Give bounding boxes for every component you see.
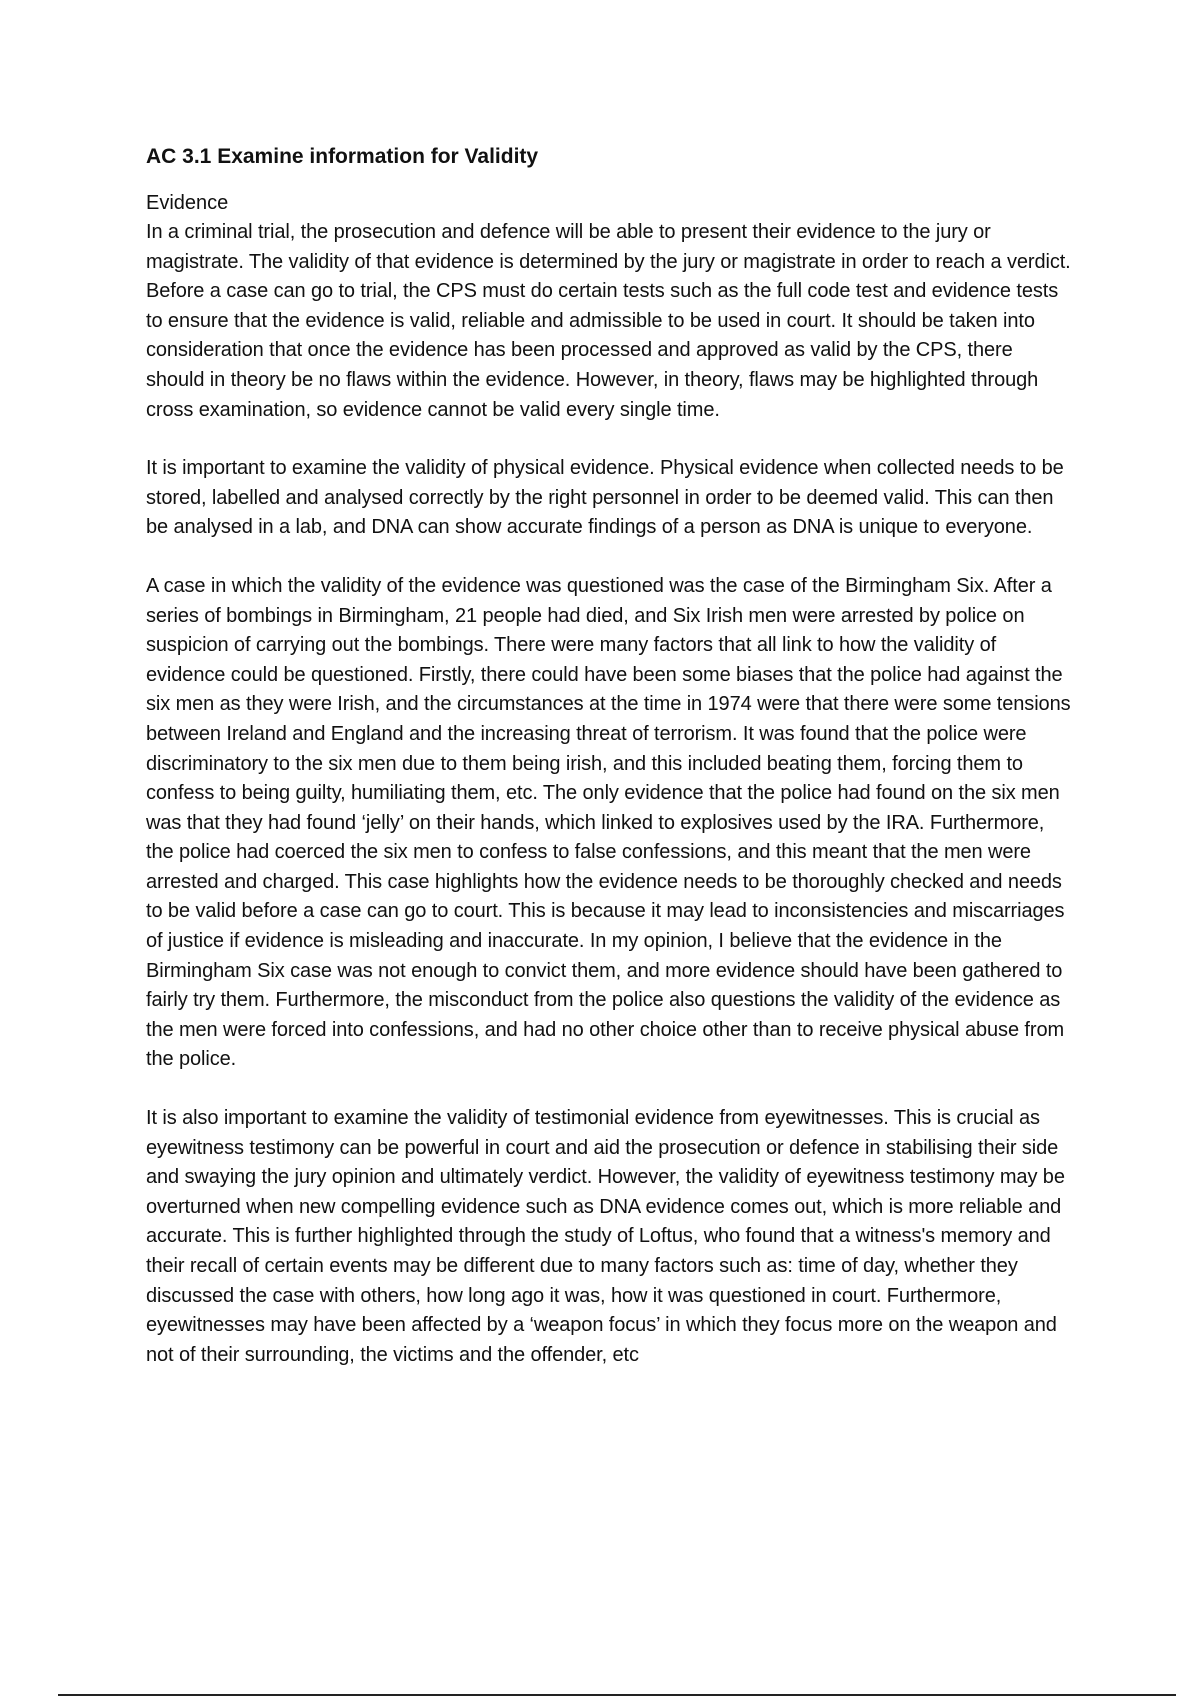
page-title: AC 3.1 Examine information for Validity: [146, 145, 539, 168]
paragraph-intro: In a criminal trial, the prosecution and defence will be able to present their evidence to the jury or magistrate. The validity of that evidence is determined by the jury or magistrate in order to reach a verdict. Before a case can go to trial, the CPS must do certain tests such as the full code test and evidence tests to ensure that the evidence is valid, reliable and admissible to be used in court. It should be taken into consideration that once the evidence has been processed and approved as valid by the CPS, there should in theory be no flaws within the evidence. However, in theory, flaws may be highlighted through cross examination, so evidence cannot be valid every single time.: [146, 221, 1071, 421]
section-label: Evidence: [146, 192, 229, 214]
paragraph-eyewitness: It is also important to examine the validity of testimonial evidence from eyewitnesses. This is crucial as eyewitness testimony can be powerful in court and aid the prosecution or defence in stabilising their side and swaying the jury opinion and ultimately verdict. However, the validity of eyewitness testimony may be overturned when new compelling evidence such as DNA evidence comes out, which is more reliable and accurate. This is further highlighted through the study of Loftus, who found that a witness's memory and their recall of certain events may be different due to many factors such as: time of day, whether they discussed the case with others, how long ago it was, how it was questioned in court. Furthermore, eyewitnesses may have been affected by a ‘weapon focus’ in which they focus more on the weapon and not of their surrounding, the victims and the offender, etc: [146, 1107, 1065, 1366]
footer-divider: [58, 1694, 1176, 1696]
paragraph-birmingham-six: A case in which the validity of the evidence was questioned was the case of the Birmingham Six. After a series of bombings in Birmingham, 21 people had died, and Six Irish men were arrested by police on suspicion of carrying out the bombings. There were many factors that all link to how the validity of evidence could be questioned. Firstly, there could have been some biases that the police had against the six men as they were Irish, and the circumstances at the time in 1974 were that there were some tensions between Ireland and England and the increasing threat of terrorism. It was found that the police were discriminatory to the six men due to them being irish, and this included beating them, forcing them to confess to being guilty, humiliating them, etc. The only evidence that the police had found on the six men was that they had found ‘jelly’ on their hands, which linked to explosives used by the IRA. Furthermore, the police had coerced the six men to confess to false confessions, and this meant that the men were arrested and charged. This case highlights how the evidence needs to be thoroughly checked and needs to be valid before a case can go to court. This is because it may lead to inconsistencies and miscarriages of justice if evidence is misleading and inaccurate. In my opinion, I believe that the evidence in the Birmingham Six case was not enough to convict them, and more evidence should have been gathered to fairly try them. Furthermore, the misconduct from the police also questions the validity of the evidence as the men were forced into confessions, and had no other choice other than to receive physical abuse from the police.: [146, 574, 1071, 1071]
document-page: [146, 142, 1071, 1399]
paragraph-physical-evidence: It is important to examine the validity of physical evidence. Physical evidence when collected needs to be stored, labelled and analysed correctly by the right personnel in order to be deemed valid. This can then be analysed in a lab, and DNA can show accurate findings of a person as DNA is unique to everyone.: [146, 457, 1064, 539]
